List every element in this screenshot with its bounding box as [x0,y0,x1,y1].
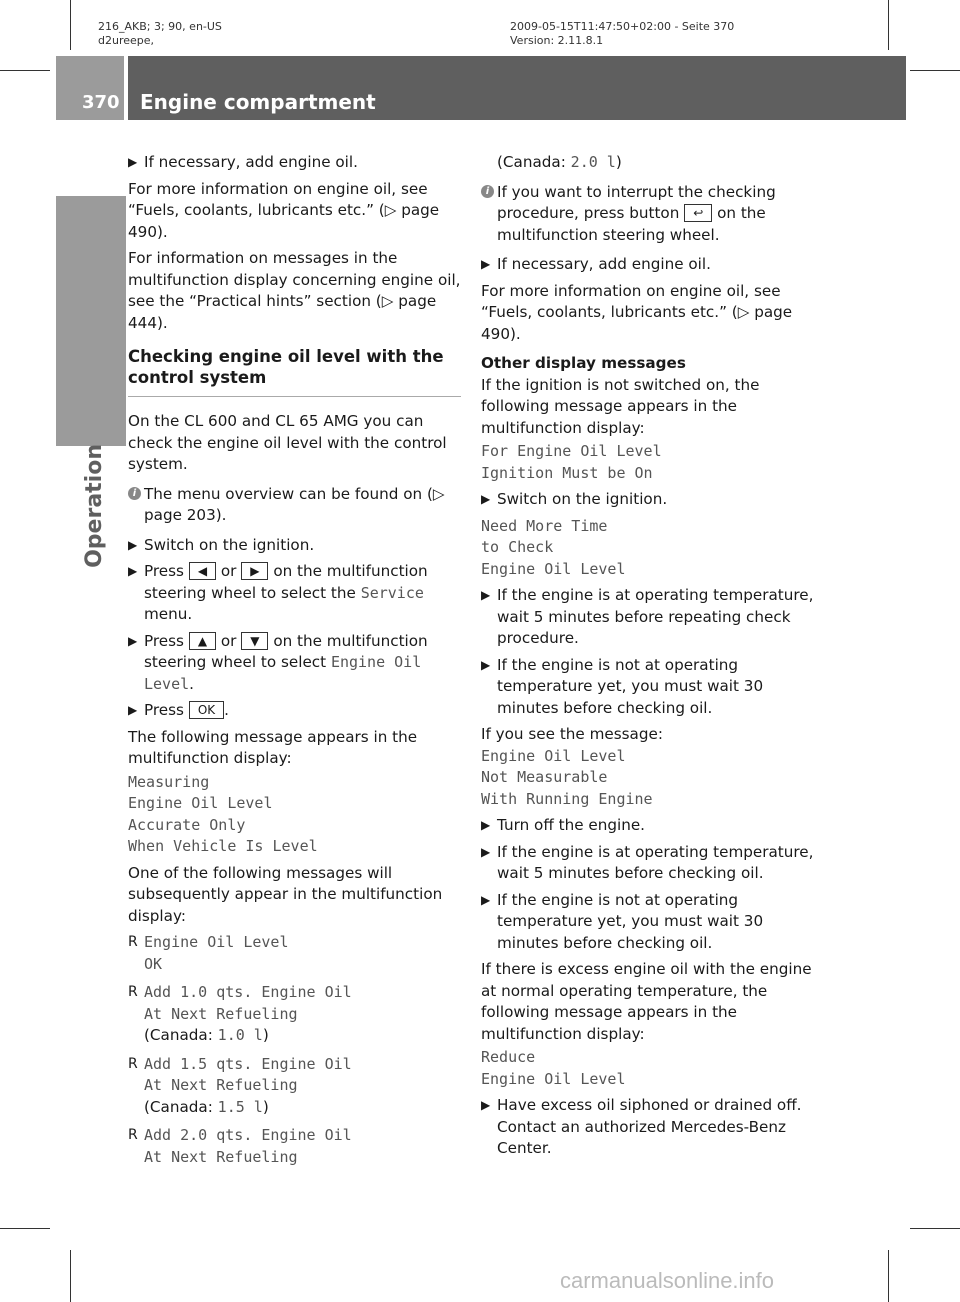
chapter-tab [56,196,126,446]
paragraph: The following message appears in the multifunction display: [128,727,418,767]
step-arrow-icon: ▶ [481,892,491,907]
step-arrow-icon: ▶ [481,257,491,271]
paragraph: On the CL 600 and CL 65 AMG you can check the engine oil level with the control system. [128,412,447,473]
paragraph: If there is excess engine oil with the engine at normal operating temperature, the following message appears in the multifunction display: [481,960,812,1043]
page-header [56,56,906,120]
step-item: ▶ If necessary, add engine oil. [481,254,814,276]
step-item: ▶ Switch on the ignition. [128,535,461,557]
up-key-icon: ▲ [189,632,216,650]
paragraph: One of the following messages will subsequently appear in the multifunction display: [128,863,443,925]
crop-mark [910,1228,960,1229]
section-title: Engine compartment [140,90,376,114]
meta-line: 2009-05-15T11:47:50+02:00 - Seite 370 [510,20,735,33]
display-message: Measuring Engine Oil Level Accurate Only When Vehicle Is Level [128,772,318,855]
crop-mark [0,70,50,71]
display-message: Need More Time to Check Engine Oil Level [481,516,626,578]
subheading: Other display messages [481,354,686,372]
info-note: i If you want to interrupt the checking procedure, press button ↩ on the multifunction steering wheel. [481,182,814,247]
section-heading: Checking engine oil level with the control system [128,346,461,397]
display-message: Engine Oil Level Not Measurable With Running Engine [481,746,653,808]
crop-mark [70,0,71,50]
paragraph: If you see the message: [481,725,663,743]
step-item: ▶ Switch on the ignition. [481,489,814,511]
watermark: carmanualsonline.info [560,1268,775,1293]
step-arrow-icon: ▶ [481,818,491,832]
right-column [481,152,814,1165]
step-arrow-icon: ▶ [128,633,138,648]
page-number-box [56,56,124,120]
step-item: ▶ If the engine is not at operating temperature yet, you must wait 30 minutes before checking oil. [481,655,764,717]
print-meta-right [510,20,734,48]
step-arrow-icon: ▶ [128,564,138,578]
display-message: For Engine Oil Level Ignition Must be On [481,442,662,482]
paragraph: If the ignition is not switched on, the following message appears in the multifunction display: [481,375,760,437]
info-icon: i [481,185,494,198]
display-message: Reduce Engine Oil Level [481,1048,626,1088]
down-key-icon: ▼ [241,632,268,650]
step-item: ▶ If the engine is not at operating temperature yet, you must wait 30 minutes before checking oil. [481,890,764,952]
chapter-label: Operation [82,444,107,568]
section-title-bar [128,56,906,120]
left-key-icon: ◀ [189,562,216,580]
step-arrow-icon: ▶ [128,537,138,552]
paragraph: For more information on engine oil, see “Fuels, coolants, lubricants etc.” (▷ page 490). [481,281,793,343]
step-item: ▶ Turn off the engine. [481,815,814,837]
info-note: i The menu overview can be found on (▷ page 203). [128,484,461,527]
ok-key-icon: OK [189,701,224,719]
meta-line: d2ureepe, [98,34,155,47]
message-bullet: R Add 2.0 qts. Engine Oil At Next Refueling [128,1126,352,1166]
crop-mark [0,1228,50,1229]
step-item: ▶ Have excess oil siphoned or drained off. Contact an authorized Mercedes-Benz Center. [481,1096,802,1157]
meta-line: Version: 2.11.8.1 [510,34,604,47]
step-item: ▶ Press ▲ or ▼ on the multifunction steering wheel to select Engine Oil Level. [128,631,428,693]
step-item: ▶ Press ◀ or ▶ on the multifunction steering wheel to select the Service menu. [128,562,428,623]
crop-mark [888,1250,889,1302]
step-item: ▶ If necessary, add engine oil. [128,152,461,174]
crop-mark [888,0,889,50]
crop-mark [70,1250,71,1302]
step-arrow-icon: ▶ [481,492,491,506]
left-column [128,152,461,1175]
step-item: ▶ Press OK . [128,700,461,722]
paragraph: For information on messages in the multifunction display concerning engine oil, see the “Practical hints” section (▷ page 444). [128,249,461,332]
step-arrow-icon: ▶ [128,155,138,169]
message-bullet: R Add 1.5 qts. Engine Oil At Next Refueling (Canada: 1.5 l) [128,1054,352,1116]
print-meta-left [98,20,222,48]
message-bullet: R Engine Oil Level OK [128,933,289,973]
info-icon: i [128,487,141,500]
crop-mark [910,70,960,71]
step-arrow-icon: ▶ [481,1098,491,1112]
step-item: ▶ If the engine is at operating temperature, wait 5 minutes before checking oil. [481,842,814,882]
paragraph: For more information on engine oil, see “Fuels, coolants, lubricants etc.” (▷ page 490). [128,179,440,241]
meta-line: 216_AKB; 3; 90, en-US [98,20,222,33]
chapter-sidebar [56,196,126,1230]
step-arrow-icon: ▶ [481,588,491,602]
step-arrow-icon: ▶ [128,703,138,717]
paragraph: (Canada: 2.0 l) [497,153,622,171]
step-arrow-icon: ▶ [481,657,491,672]
back-key-icon: ↩ [684,204,712,222]
right-key-icon: ▶ [241,562,268,580]
step-item: ▶ If the engine is at operating temperature, wait 5 minutes before repeating check procedure. [481,586,814,647]
page-number: 370 [82,92,120,113]
step-arrow-icon: ▶ [481,844,491,859]
message-bullet: R Add 1.0 qts. Engine Oil At Next Refueling (Canada: 1.0 l) [128,983,352,1044]
